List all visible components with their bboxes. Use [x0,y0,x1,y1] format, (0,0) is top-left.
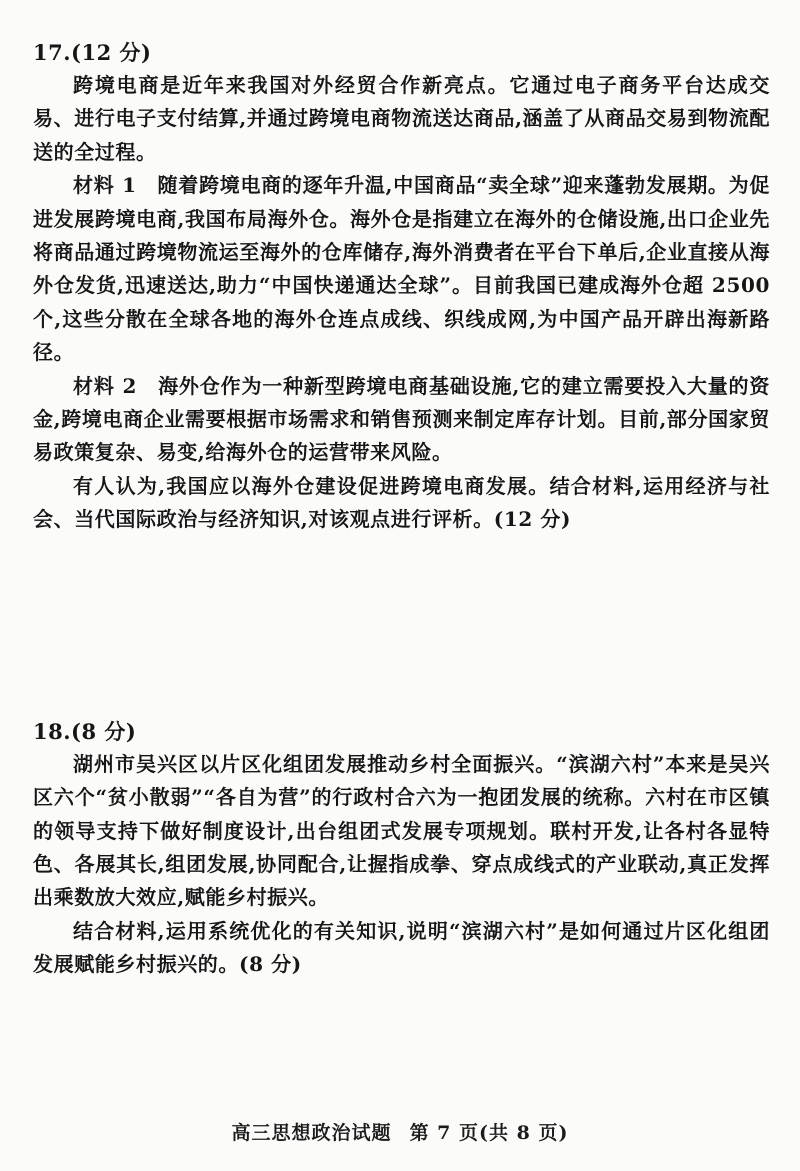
question-18-material-paragraph: 湖州市吴兴区以片区化组团发展推动乡村全面振兴。“滨湖六村”本来是吴兴区六个“贫小散弱”“各自为营”的行政村合六为一抱团发展的统称。六村在市区镇的领导支持下做好制度设计,出台组团式发展专项规划。联村开发,让各村各显特色、各展其长,组团发展,协同配合,让握指成拳、穿点成线式的产业联动,真正发挥出乘数放大效应,赋能乡村振兴。 [33,751,770,910]
question-17-number: 17.(12 分) [33,40,152,65]
blank-answer-space [33,537,770,715]
question-18 [33,715,770,982]
exam-title: 高三思想政治试题 [231,1122,392,1144]
question-17-task-paragraph: 有人认为,我国应以海外仓建设促进跨境电商发展。结合材料,运用经济与社会、当代国际政治与经济知识,对该观点进行评析。(12 分) [33,473,770,532]
question-17 [33,36,770,537]
question-17-material-1-paragraph: 材料 1 随着跨境电商的逐年升温,中国商品“卖全球”迎来蓬勃发展期。为促进发展跨境电商,我国布局海外仓。海外仓是指建立在海外的仓储设施,出口企业先将商品通过跨境物流运至海外的仓库储存,海外消费者在平台下单后,企业直接从海外仓发货,迅速送达,助力“中国快递通达全球”。目前我国已建成海外仓超 2500 个,这些分散在全球各地的海外仓连点成线、织线成网,为中国产品开辟出海新路径。 [33,173,770,365]
question-18-number: 18.(8 分) [33,718,137,744]
question-17-material-2-paragraph: 材料 2 海外仓作为一种新型跨境电商基础设施,它的建立需要投入大量的资金,跨境电商企业需要根据市场需求和销售预测来制定库存计划。目前,部分国家贸易政策复杂、易变,给海外仓的运营带来风险。 [33,373,770,465]
question-18-task-paragraph: 结合材料,运用系统优化的有关知识,说明“滨湖六村”是如何通过片区化组团发展赋能乡村振兴的。(8 分) [33,918,770,977]
page-number: 第 7 页(共 8 页) [409,1122,569,1144]
page-footer [0,1118,800,1145]
question-17-intro-paragraph: 跨境电商是近年来我国对外经贸合作新亮点。它通过电子商务平台达成交易、进行电子支付结算,并通过跨境电商物流送达商品,涵盖了从商品交易到物流配送的全过程。 [33,73,770,164]
